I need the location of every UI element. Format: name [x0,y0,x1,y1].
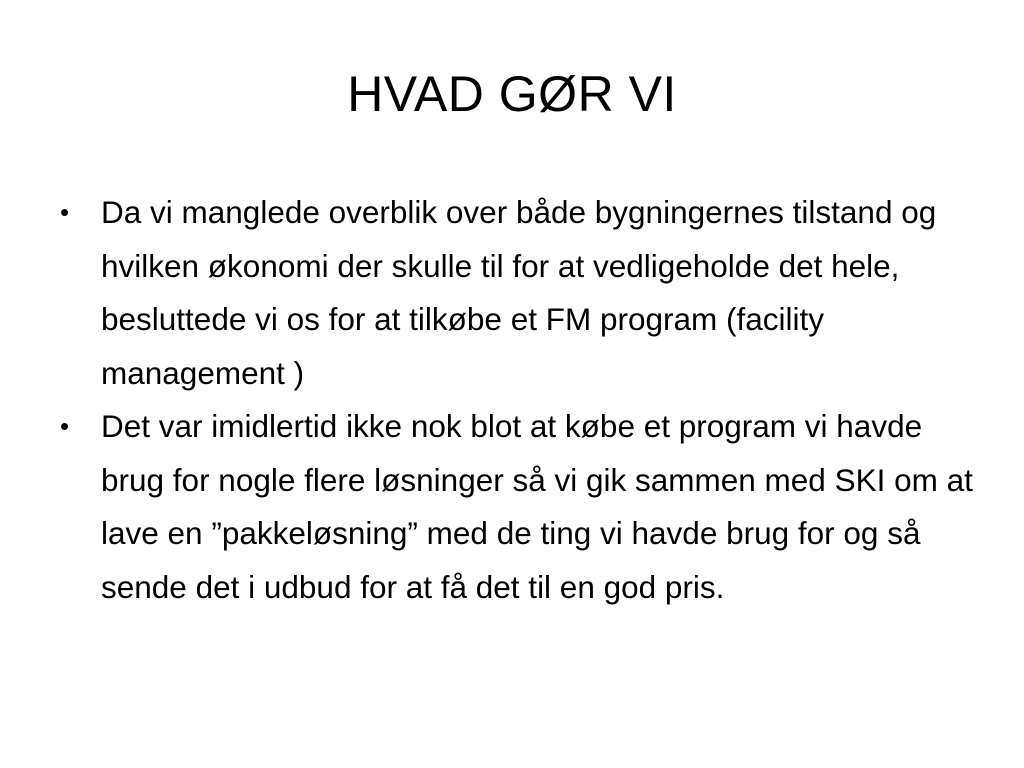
bullet-text: Det var imidlertid ikke nok blot at købe et program vi havde brug for nogle flere løsninger så vi gik sammen med SKI om at lave en ”pakkeløsning” med de ting vi havde brug for og så sende det i udbud for at få det til en god pris. [101,408,973,605]
bullet-text: Da vi manglede overblik over både bygningernes tilstand og hvilken økonomi der skulle til for at vedligeholde det hele, besluttede vi os for at tilkøbe et FM program (facility management ) [101,194,937,391]
bullet-item-1 [60,186,980,400]
bullet-item-2 [60,400,980,614]
bullet-list [60,186,980,614]
bullet-marker: • [60,197,70,227]
slide-title: HVAD GØR VI [347,66,677,122]
bullet-marker: • [60,411,70,441]
